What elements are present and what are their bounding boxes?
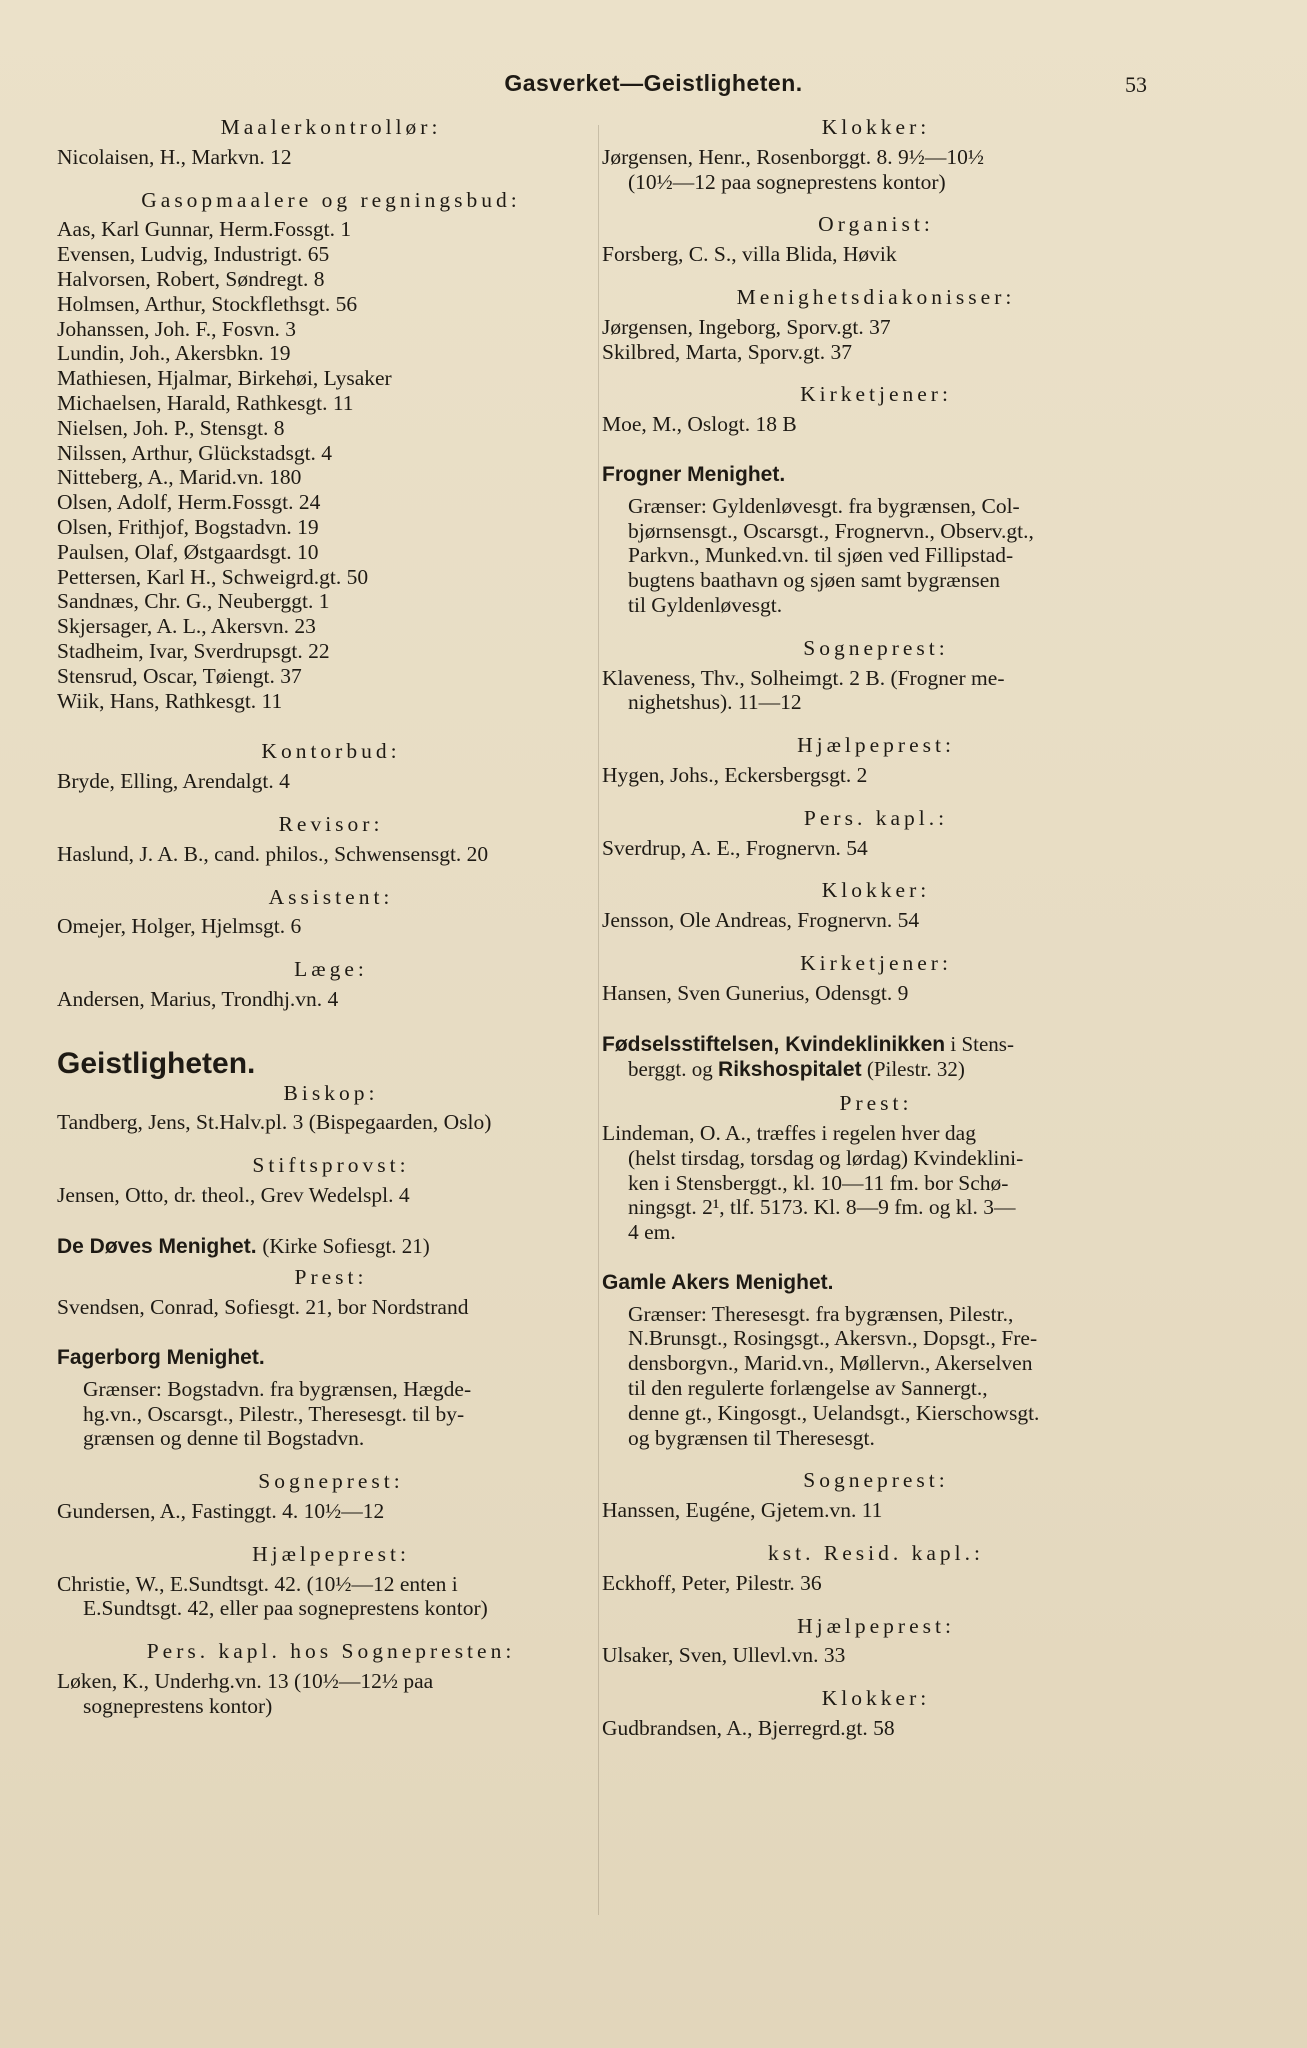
- institution-note: i Stens-: [945, 1031, 1014, 1056]
- heading-prest: Prest:: [839, 1091, 913, 1116]
- heading-biskop: Biskop:: [283, 1080, 379, 1105]
- institution-note: (Pilestr. 32): [861, 1057, 965, 1082]
- grenser-line: bugtens baathavn og sjøen samt bygrænsen: [628, 568, 1001, 593]
- entry: Jensson, Ole Andreas, Frognervn. 54: [602, 908, 920, 933]
- heading-klokker: Klokker:: [821, 878, 931, 903]
- entry: Christie, W., E.Sundtsgt. 42. (10½—12 enten i: [57, 1571, 458, 1596]
- list-item: Stensrud, Oscar, Tøiengt. 37: [57, 663, 302, 688]
- heading-assistent: Assistent:: [268, 884, 394, 909]
- grenser-gamle-akers: [602, 1302, 1150, 1451]
- entry: Bryde, Elling, Arendalgt. 4: [57, 769, 290, 794]
- entry: Forsberg, C. S., villa Blida, Høvik: [602, 242, 897, 267]
- heading-klokker: Klokker:: [821, 115, 931, 139]
- list-item: Pettersen, Karl H., Schweigrd.gt. 50: [57, 564, 369, 589]
- grenser-line: Grænser: Bogstadvn. fra bygrænsen, Hægde-: [83, 1376, 472, 1401]
- list-item: Johanssen, Joh. F., Fosvn. 3: [57, 316, 296, 341]
- entry: Haslund, J. A. B., cand. philos., Schwensensgt. 20: [57, 841, 489, 866]
- entry-continuation: nighetshus). 11—12: [628, 690, 802, 715]
- list-item: Halvorsen, Robert, Søndregt. 8: [57, 266, 325, 291]
- entry: Nicolaisen, H., Markvn. 12: [57, 144, 292, 169]
- list-item: Sandnæs, Chr. G., Neuberggt. 1: [57, 589, 330, 614]
- heading-kontorbud: Kontorbud:: [261, 739, 401, 764]
- entry: Andersen, Marius, Trondhj.vn. 4: [57, 986, 339, 1011]
- heading-laege: Læge:: [294, 957, 368, 982]
- entry-continuation: (10½—12 paa sogneprestens kontor): [628, 169, 946, 194]
- list-item: Olsen, Adolf, Herm.Fossgt. 24: [57, 490, 321, 515]
- section-title-geistligheten: Geistligheten.: [57, 1046, 256, 1080]
- heading-sogneprest: Sogneprest:: [803, 1468, 949, 1493]
- heading-pers-kapl: Pers. kapl.:: [803, 805, 949, 830]
- grenser-fagerborg: [57, 1377, 605, 1451]
- institution-fodselsstiftelsen: [602, 1032, 1150, 1058]
- list-item: Aas, Karl Gunnar, Herm.Fossgt. 1: [57, 217, 352, 242]
- right-column: [602, 115, 1150, 1741]
- entry: Lindeman, O. A., træffes i regelen hver dag: [602, 1120, 976, 1145]
- list-item: Stadheim, Ivar, Sverdrupsgt. 22: [57, 638, 330, 663]
- list-item: Michaelsen, Harald, Rathkesgt. 11: [57, 390, 354, 415]
- heading-kirketjener: Kirketjener:: [800, 382, 952, 407]
- congregation-de-doves: [57, 1234, 605, 1260]
- grenser-line: Grænser: Theresesgt. fra bygrænsen, Pilestr.,: [628, 1301, 1014, 1326]
- congregation-fagerborg: Fagerborg Menighet.: [57, 1346, 265, 1370]
- institution-name: Fødselsstiftelsen, Kvindeklinikken: [602, 1032, 946, 1056]
- institution-name: Rikshospitalet: [718, 1058, 862, 1082]
- list-item: Nielsen, Joh. P., Stensgt. 8: [57, 415, 285, 440]
- entry-continuation: sogneprestens kontor): [83, 1693, 273, 1718]
- list-item: Lundin, Joh., Akersbkn. 19: [57, 341, 291, 366]
- entry: Jørgensen, Ingeborg, Sporv.gt. 37: [602, 314, 891, 339]
- congregation-gamle-akers: Gamle Akers Menighet.: [602, 1270, 834, 1294]
- heading-organist: Organist:: [818, 212, 934, 237]
- heading-hjaelpeprest: Hjælpeprest:: [797, 733, 955, 758]
- heading-sogneprest: Sogneprest:: [258, 1469, 404, 1494]
- entry: Gundersen, A., Fastinggt. 4. 10½—12: [57, 1499, 385, 1524]
- entry: Moe, M., Oslogt. 18 B: [602, 412, 797, 437]
- entry-continuation: (helst tirsdag, torsdag og lørdag) Kvindeklini-: [628, 1145, 1024, 1170]
- entry: Jensen, Otto, dr. theol., Grev Wedelspl. 4: [57, 1182, 410, 1207]
- entry: Ulsaker, Sven, Ullevl.vn. 33: [602, 1643, 846, 1668]
- grenser-frogner: [602, 494, 1150, 618]
- left-column: [57, 115, 605, 1719]
- grenser-line: til den regulerte forlængelse av Sannergt.,: [628, 1376, 988, 1401]
- gasopmaalere-list: [57, 217, 605, 713]
- congregation-frogner: Frogner Menighet.: [602, 462, 786, 486]
- list-item: Holmsen, Arthur, Stockflethsgt. 56: [57, 291, 358, 316]
- entry: Skilbred, Marta, Sporv.gt. 37: [602, 339, 853, 364]
- entry: Hansen, Sven Gunerius, Odensgt. 9: [602, 980, 909, 1005]
- entry: Jørgensen, Henr., Rosenborggt. 8. 9½—10½: [602, 144, 985, 169]
- list-item: Evensen, Ludvig, Industrigt. 65: [57, 242, 330, 267]
- grenser-line: denne gt., Kingosgt., Uelandsgt., Kierschowsgt.: [628, 1400, 1040, 1425]
- entry: Eckhoff, Peter, Pilestr. 36: [602, 1570, 822, 1595]
- list-item: Paulsen, Olaf, Østgaardsgt. 10: [57, 539, 319, 564]
- heading-klokker: Klokker:: [821, 1686, 931, 1711]
- list-item: Nilssen, Arthur, Glückstadsgt. 4: [57, 440, 333, 465]
- grenser-line: bjørnsensgt., Oscarsgt., Frognervn., Observ.gt.,: [628, 518, 1034, 543]
- entry: Hanssen, Eugéne, Gjetem.vn. 11: [602, 1498, 883, 1523]
- entry: Klaveness, Thv., Solheimgt. 2 B. (Frogner me-: [602, 665, 1005, 690]
- list-item: Skjersager, A. L., Akersvn. 23: [57, 614, 316, 639]
- list-item: Nitteberg, A., Marid.vn. 180: [57, 465, 302, 490]
- grenser-line: N.Brunsgt., Rosingsgt., Akersvn., Dopsgt., Fre-: [628, 1326, 1038, 1351]
- grenser-line: til Gyldenløvesgt.: [628, 592, 783, 617]
- page-header: [0, 70, 1307, 110]
- page-number: 53: [1125, 72, 1147, 97]
- grenser-line: Grænser: Gyldenløvesgt. fra bygrænsen, Col-: [628, 493, 1020, 518]
- heading-maalerkontrollor: Maalerkontrollør:: [220, 115, 442, 139]
- heading-revisor: Revisor:: [278, 811, 384, 836]
- congregation-note: (Kirke Sofiesgt. 21): [262, 1233, 430, 1258]
- entry: Løken, K., Underhg.vn. 13 (10½—12½ paa: [57, 1669, 434, 1694]
- entry: Sverdrup, A. E., Frognervn. 54: [602, 835, 868, 860]
- list-item: Wiik, Hans, Rathkesgt. 11: [57, 688, 283, 713]
- heading-resid-kapl: kst. Resid. kapl.:: [768, 1541, 984, 1566]
- heading-hjaelpeprest: Hjælpeprest:: [797, 1613, 955, 1638]
- grenser-line: densborgvn., Marid.vn., Møllervn., Akerselven: [628, 1351, 1033, 1376]
- heading-gasopmaalere: Gasopmaalere og regningsbud:: [141, 187, 521, 212]
- heading-hjaelpeprest: Hjælpeprest:: [252, 1541, 410, 1566]
- entry-continuation: E.Sundtsgt. 42, eller paa sogneprestens kontor): [83, 1596, 488, 1621]
- entry-continuation: 4 em.: [628, 1220, 676, 1245]
- list-item: Olsen, Frithjof, Bogstadvn. 19: [57, 514, 319, 539]
- entry: Gudbrandsen, A., Bjerregrd.gt. 58: [602, 1716, 895, 1741]
- heading-pers-kapl: Pers. kapl. hos Sognepresten:: [146, 1639, 516, 1664]
- list-item: Mathiesen, Hjalmar, Birkehøi, Lysaker: [57, 366, 392, 391]
- entry: Svendsen, Conrad, Sofiesgt. 21, bor Nordstrand: [57, 1295, 469, 1320]
- grenser-line: hg.vn., Oscarsgt., Pilestr., Theresesgt. til by-: [83, 1401, 465, 1426]
- heading-menighetsdiakonisser: Menighetsdiakonisser:: [736, 284, 1016, 309]
- entry-continuation: ningsgt. 2¹, tlf. 5173. Kl. 8—9 fm. og kl. 3—: [628, 1195, 1016, 1220]
- entry: Omejer, Holger, Hjelmsgt. 6: [57, 914, 302, 939]
- institution-note: berggt. og: [628, 1057, 719, 1082]
- heading-stiftsprovst: Stiftsprovst:: [252, 1153, 410, 1178]
- heading-sogneprest: Sogneprest:: [803, 635, 949, 660]
- entry: Tandberg, Jens, St.Halv.pl. 3 (Bispegaarden, Oslo): [57, 1110, 492, 1135]
- grenser-line: grænsen og denne til Bogstadvn.: [83, 1426, 365, 1451]
- page-title: Gasverket—Geistligheten.: [504, 70, 803, 96]
- congregation-name: De Døves Menighet.: [57, 1234, 257, 1258]
- grenser-line: Parkvn., Munked.vn. til sjøen ved Fillipstad-: [628, 543, 1014, 568]
- heading-prest: Prest:: [294, 1265, 368, 1290]
- entry: Hygen, Johs., Eckersbergsgt. 2: [602, 762, 868, 787]
- grenser-line: og bygrænsen til Theresesgt.: [628, 1425, 875, 1450]
- institution-rikshospitalet: [602, 1057, 1150, 1083]
- entry-continuation: ken i Stensberggt., kl. 10—11 fm. bor Schø-: [628, 1170, 1009, 1195]
- heading-kirketjener: Kirketjener:: [800, 950, 952, 975]
